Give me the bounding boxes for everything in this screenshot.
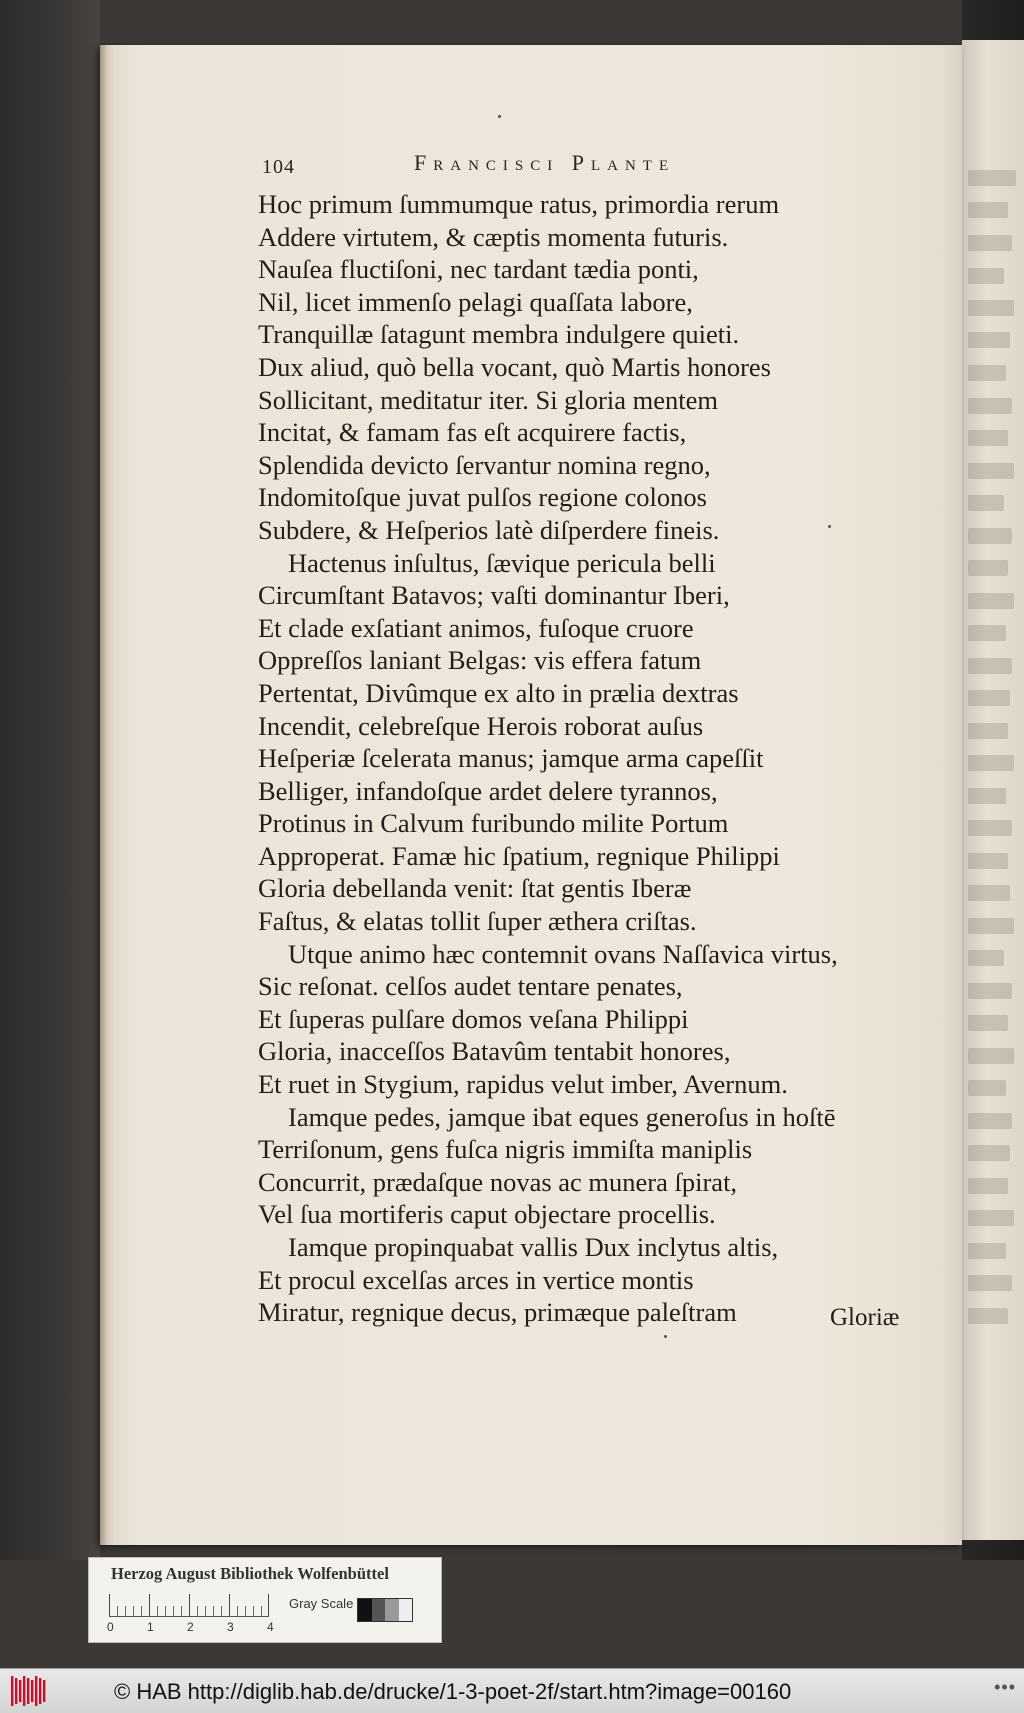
logo-bar	[23, 1676, 25, 1706]
verse-line: Concurrit, prædaſque novas ac munera ſpirat,	[258, 1166, 738, 1197]
verse-line: Miratur, regnique decus, primæque paleſtram	[258, 1297, 737, 1328]
verse-line: Circumſtant Batavos; vaſti dominantur Iberi,	[258, 580, 730, 611]
logo-bar	[15, 1678, 17, 1704]
verse-line: Nil, licet immenſo pelagi quaſſata labore,	[258, 286, 693, 317]
verse-line: Addere virtutem, & cæptis momenta futuris.	[258, 221, 729, 252]
verse-line: Dux aliud, quò bella vocant, quò Martis honores	[258, 351, 771, 382]
poem-text	[258, 188, 938, 1329]
gray-swatch	[385, 1599, 399, 1621]
logo-bar	[43, 1680, 45, 1702]
ruler-number: 3	[227, 1620, 234, 1634]
verse-line: Sollicitant, meditatur iter. Si gloria mentem	[258, 384, 718, 415]
verse-line: Gloria debellanda venit: ſtat gentis Iberæ	[258, 873, 692, 904]
verse-line: Incitat, & famam fas eſt acquirere factis,	[258, 417, 687, 448]
gray-swatch	[372, 1599, 386, 1621]
verse-line: Iamque pedes, jamque ibat eques generoſus in hoſtē	[288, 1101, 836, 1132]
running-head	[262, 148, 782, 178]
verse-line: Oppreſſos laniant Belgas: vis effera fatum	[258, 645, 702, 676]
ruler-number: 4	[267, 1620, 274, 1634]
gray-swatch	[358, 1599, 372, 1621]
verse-line: Terriſonum, gens fuſca nigris immiſta maniplis	[258, 1134, 753, 1165]
ruler	[109, 1594, 269, 1617]
gray-scale-label: Gray Scale	[289, 1596, 354, 1611]
ruler-numbers	[107, 1620, 307, 1638]
verse-line: Tranquillæ ſatagunt membra indulgere quieti.	[258, 319, 740, 350]
verse-line: Utque animo hæc contemnit ovans Naſſavica virtus,	[288, 938, 838, 969]
verse-line: Hactenus inſultus, ſævique pericula belli	[288, 547, 716, 578]
verse-line: Pertentat, Divûmque ex alto in prælia dextras	[258, 677, 739, 708]
logo-bar	[27, 1678, 29, 1704]
verse-line: Belliger, infandoſque ardet delere tyrannos,	[258, 775, 718, 806]
more-menu-icon[interactable]: •••	[994, 1677, 1016, 1697]
verse-line: Et procul excelſas arces in vertice montis	[258, 1264, 694, 1295]
logo-bar	[35, 1676, 37, 1706]
verse-line: Gloria, inacceſſos Batavûm tentabit honores,	[258, 1036, 731, 1067]
page-fore-edge	[100, 45, 106, 1545]
verse-line: Nauſea fluctiſoni, nec tardant tædia ponti,	[258, 254, 699, 285]
hab-logo-icon	[10, 1676, 46, 1706]
verse-line: Subdere, & Heſperios latè diſperdere fineis.	[258, 514, 720, 545]
facing-page-edge	[962, 40, 1024, 1540]
verse-line: Heſperiæ ſcelerata manus; jamque arma capeſſit	[258, 743, 764, 774]
verse-line: Incendit, celebreſque Herois roborat auſus	[258, 710, 704, 741]
color-scale-card	[88, 1557, 442, 1643]
verse-line: Vel ſua mortiferis caput objectare procellis.	[258, 1199, 716, 1230]
institution-name: Herzog August Bibliothek Wolfenbüttel	[111, 1564, 389, 1583]
ruler-number: 0	[107, 1620, 114, 1634]
verse-line: Protinus in Calvum furibundo milite Portum	[258, 808, 729, 839]
verse-line: Indomitoſque juvat pulſos regione colonos	[258, 482, 707, 513]
verse-line: Faſtus, & elatas tollit ſuper æthera criſtas.	[258, 906, 697, 937]
logo-bar	[11, 1676, 13, 1706]
verse-line: Approperat. Famæ hic ſpatium, regnique Philippi	[258, 840, 780, 871]
running-head-title: Francisci Plante	[414, 150, 676, 175]
logo-bar	[19, 1680, 21, 1702]
scanner-backdrop-left	[0, 0, 100, 1560]
gray-swatch	[399, 1599, 413, 1621]
verse-line: Iamque propinquabat vallis Dux inclytus altis,	[288, 1232, 779, 1262]
footer-bar	[0, 1668, 1024, 1713]
ruler-number: 1	[147, 1620, 154, 1634]
verse-line: Sic reſonat. celſos audet tentare penates,	[258, 971, 683, 1002]
catchword: Gloriæ	[830, 1304, 900, 1331]
gray-scale-swatches	[357, 1598, 413, 1622]
verse-line: Et clade exſatiant animos, fuſoque cruore	[258, 612, 694, 643]
logo-bar	[39, 1678, 41, 1704]
logo-bar	[31, 1680, 33, 1702]
copyright-url-text[interactable]: © HAB http://diglib.hab.de/drucke/1-3-poet-2f/start.htm?image=00160	[114, 1679, 792, 1704]
verse-line: Hoc primum ſummumque ratus, primordia rerum	[258, 189, 780, 219]
verse-line: Et ruet in Stygium, rapidus velut imber, Avernum.	[258, 1069, 788, 1100]
ruler-number: 2	[187, 1620, 194, 1634]
verse-line: Et ſuperas pulſare domos veſana Philippi	[258, 1003, 689, 1034]
page-number: 104	[262, 156, 295, 178]
verse-line: Splendida devicto ſervantur nomina regno,	[258, 449, 711, 480]
